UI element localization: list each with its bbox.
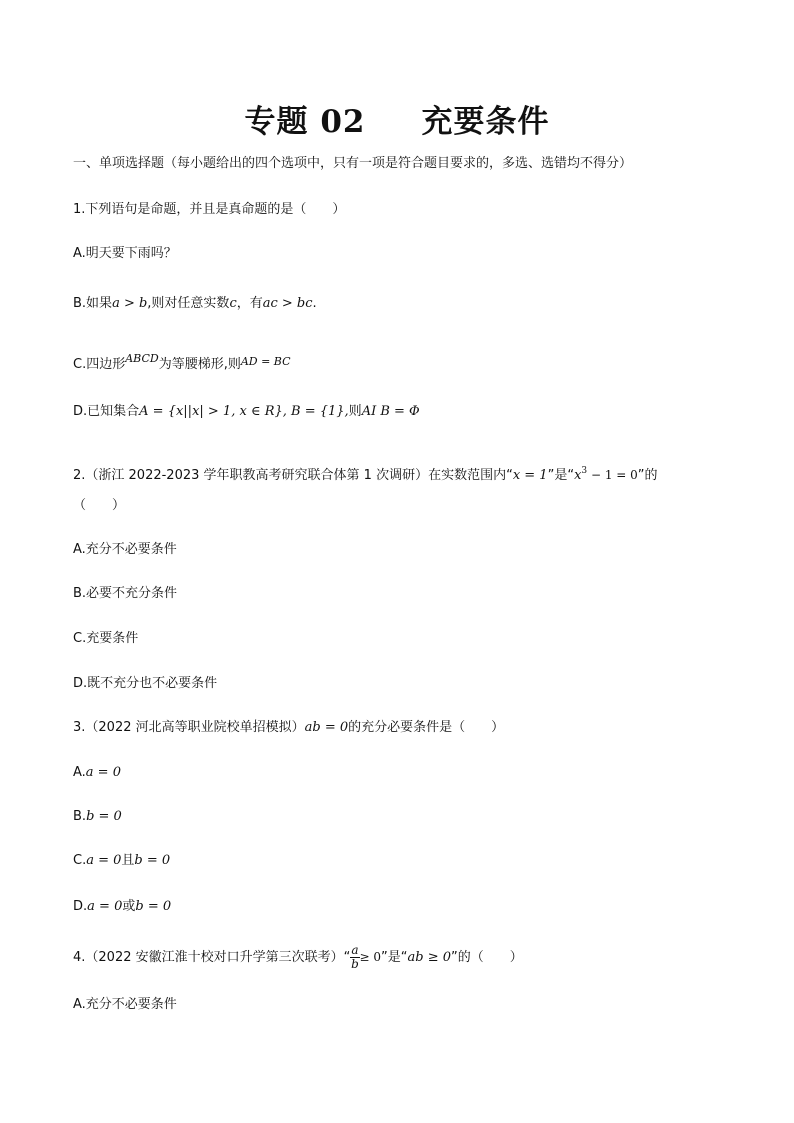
- question-3-option-d: [73, 898, 171, 916]
- question-2-option-c: C.充要条件: [73, 631, 139, 646]
- math-expression: a = 0: [87, 899, 123, 914]
- math-expression: x = 1: [512, 468, 548, 483]
- math-expression: ab ≥ 0: [407, 950, 452, 965]
- math-expression: ABCD: [125, 352, 159, 365]
- text: 4.（2022 安徽江淮十校对口升学第三次联考）“: [73, 950, 351, 965]
- title-topic-number: 专题 02: [244, 104, 366, 140]
- question-2-option-a: A.充分不必要条件: [73, 542, 177, 557]
- text: 的充分必要条件是（ ）: [348, 720, 505, 735]
- question-3-option-c: [73, 852, 170, 870]
- question-2-answer-paren: （ ）: [73, 498, 126, 513]
- question-3-option-b: [73, 808, 122, 826]
- page-title: [0, 96, 794, 141]
- math-expression: b = 0: [134, 853, 171, 868]
- question-4-stem: [73, 944, 523, 971]
- math-expression: ac > bc: [262, 296, 313, 311]
- math-expression: A = {x||x| > 1, x ∈ R}, B = {1},: [139, 404, 349, 419]
- math-expression: AD = BC: [240, 355, 291, 368]
- math-expression: x: [574, 468, 582, 483]
- text: D.已知集合: [73, 404, 140, 419]
- math-expression: a > b: [112, 296, 148, 311]
- question-3-option-a: [73, 764, 121, 782]
- math-expression: b = 0: [135, 899, 172, 914]
- text: C.: [73, 853, 87, 868]
- text: B.: [73, 809, 87, 824]
- text: .: [312, 296, 317, 311]
- text: ”的（ ）: [451, 950, 523, 965]
- section-heading: 一、单项选择题（每小题给出的四个选项中，只有一项是符合题目要求的，多选、选错均不得分）: [73, 156, 633, 171]
- question-1-option-d: [73, 403, 420, 421]
- math-fraction: [350, 944, 359, 971]
- question-4-option-a: A.充分不必要条件: [73, 997, 177, 1012]
- math-expression: c: [229, 296, 237, 311]
- text: 为等腰梯形,则: [158, 357, 241, 372]
- question-1-option-b: [73, 295, 317, 313]
- text: A.: [73, 765, 86, 780]
- question-1-stem: 1.下列语句是命题，并且是真命题的是（ ）: [73, 202, 346, 217]
- question-1-option-c: [73, 350, 291, 374]
- text: 2.（浙江 2022-2023 学年职教高考研究联合体第 1 次调研）在实数范围内“: [73, 468, 513, 483]
- text: ”是“: [547, 468, 575, 483]
- math-expression: ab = 0: [304, 720, 349, 735]
- text: ,则对任意实数: [147, 296, 230, 311]
- question-2-option-d: D.既不充分也不必要条件: [73, 676, 218, 691]
- question-2-option-b: B.必要不充分条件: [73, 586, 178, 601]
- text: 或: [122, 899, 136, 914]
- math-expression: a = 0: [85, 765, 121, 780]
- text: C.四边形: [73, 357, 126, 372]
- question-2-stem: [73, 462, 658, 485]
- text: B.如果: [73, 296, 113, 311]
- text: ”的: [637, 468, 658, 483]
- question-1-option-a: A.明天要下雨吗？: [73, 246, 177, 261]
- math-superscript: 3: [581, 466, 588, 476]
- text: 且: [121, 853, 135, 868]
- text: ”是“: [381, 950, 408, 965]
- math-expression: ≥ 0: [359, 950, 382, 964]
- text: D.: [73, 899, 88, 914]
- math-expression: AI B = Φ: [361, 404, 420, 419]
- fraction-numerator: a: [351, 943, 359, 957]
- title-topic-name: 充要条件: [421, 104, 550, 140]
- text: ，有: [236, 296, 263, 311]
- question-3-stem: [73, 719, 504, 737]
- math-expression: b = 0: [86, 809, 122, 824]
- text: 3.（2022 河北高等职业院校单招模拟）: [73, 720, 305, 735]
- math-expression: − 1 = 0: [587, 468, 638, 482]
- text: 则: [348, 404, 362, 419]
- math-expression: a = 0: [86, 853, 122, 868]
- fraction-denominator: b: [351, 957, 359, 971]
